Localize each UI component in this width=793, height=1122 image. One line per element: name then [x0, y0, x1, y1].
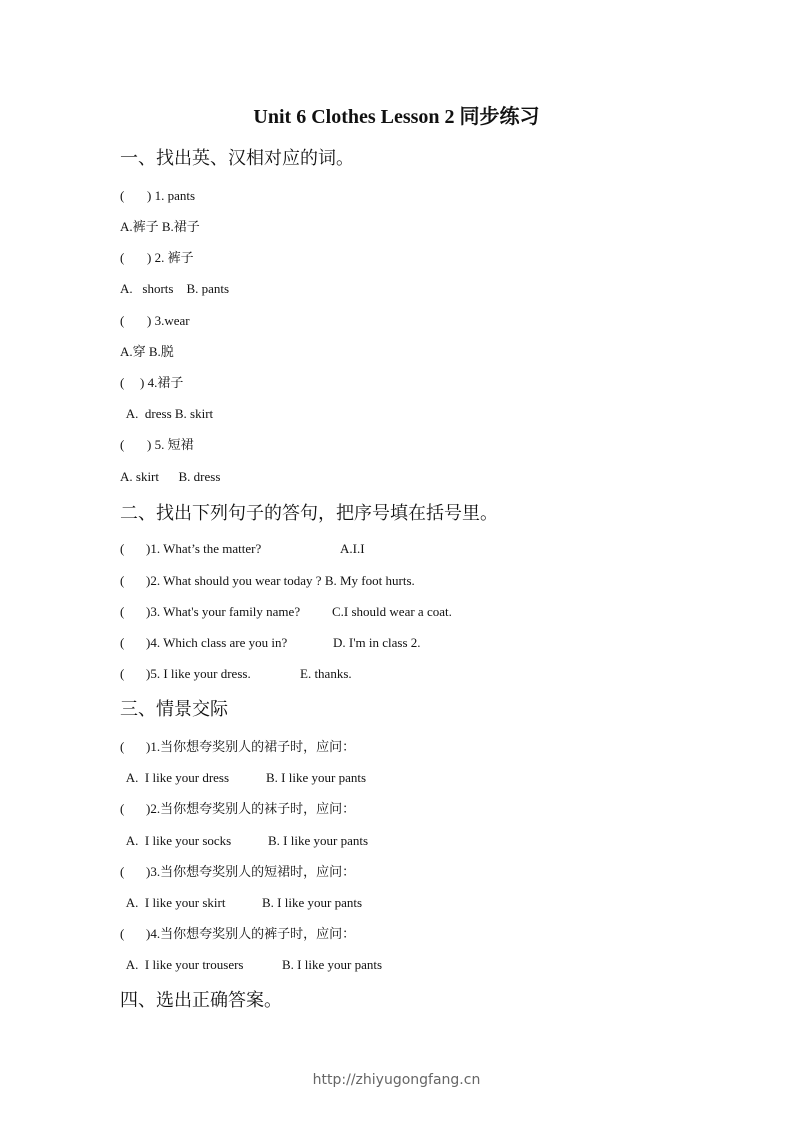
page-title: Unit 6 Clothes Lesson 2 同步练习: [253, 106, 540, 128]
section-heading-3: 三、情景交际: [120, 699, 228, 720]
answer-bracket-open: (: [120, 375, 125, 390]
section-heading-4: 四、选出正确答案。: [120, 990, 282, 1011]
answer-bracket-open: (: [120, 926, 125, 941]
question-text: ) 2. 裤子: [147, 250, 194, 265]
answer-bracket-open: (: [120, 188, 125, 203]
option-line: A. dress B. skirt: [120, 406, 214, 421]
answer-bracket-open: (: [120, 801, 125, 816]
question-text: )4. Which class are you in?: [146, 635, 288, 650]
question-text: ) 3.wear: [147, 313, 190, 328]
question-text: )1.当你想夸奖别人的裙子时，应问：: [146, 739, 356, 754]
section-heading-1: 一、找出英、汉相对应的词。: [120, 148, 354, 169]
answer-bracket-open: (: [120, 250, 125, 265]
question-text: )4.当你想夸奖别人的裤子时，应问：: [146, 926, 356, 941]
option-line: A.裤子 B.裙子: [120, 219, 200, 234]
option-a: A. I like your skirt: [120, 895, 226, 910]
option-a: A. I like your dress: [120, 770, 230, 785]
question-text: )2. What should you wear today ? B. My foot hurts.: [146, 573, 415, 588]
answer-bracket-open: (: [120, 437, 125, 452]
question-text: )5. I like your dress.: [146, 666, 251, 681]
option-line: A.穿 B.脱: [120, 344, 174, 359]
answer-option: C.I should wear a coat.: [332, 604, 452, 619]
answer-bracket-open: (: [120, 313, 125, 328]
option-b: B. I like your pants: [262, 895, 363, 910]
answer-option: A.I.I: [340, 541, 365, 556]
option-a: A. I like your socks: [120, 833, 232, 848]
question-text: )3.当你想夸奖别人的短裙时，应问：: [146, 864, 356, 879]
footer-url[interactable]: http://zhiyugongfang.cn: [312, 1072, 481, 1088]
question-text: )3. What's your family name?: [146, 604, 301, 619]
question-text: )2.当你想夸奖别人的袜子时，应问：: [146, 801, 356, 816]
answer-bracket-open: (: [120, 604, 125, 619]
answer-bracket-open: (: [120, 666, 125, 681]
question-text: ) 4.裙子: [140, 375, 184, 390]
answer-bracket-open: (: [120, 573, 125, 588]
option-line: A. skirt B. dress: [120, 469, 221, 484]
option-a: A. I like your trousers: [120, 957, 244, 972]
question-text: )1. What’s the matter?: [146, 541, 262, 556]
section-heading-2: 二、找出下列句子的答句，把序号填在括号里。: [120, 503, 498, 524]
option-b: B. I like your pants: [268, 833, 369, 848]
answer-option: E. thanks.: [300, 666, 352, 681]
option-b: B. I like your pants: [282, 957, 383, 972]
answer-option: D. I'm in class 2.: [333, 635, 421, 650]
option-line: A. shorts B. pants: [120, 281, 230, 296]
answer-bracket-open: (: [120, 739, 125, 754]
answer-bracket-open: (: [120, 864, 125, 879]
option-b: B. I like your pants: [266, 770, 367, 785]
answer-bracket-open: (: [120, 635, 125, 650]
question-text: ) 1. pants: [147, 188, 196, 203]
answer-bracket-open: (: [120, 541, 125, 556]
question-text: ) 5. 短裙: [147, 437, 194, 452]
